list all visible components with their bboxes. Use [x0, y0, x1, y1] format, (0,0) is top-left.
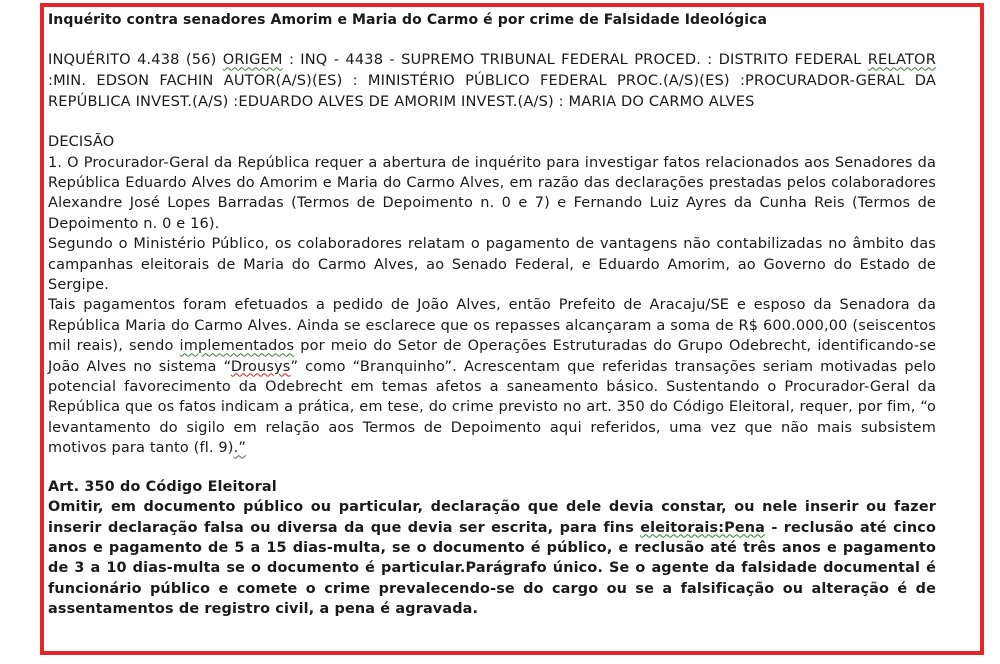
relator-label: RELATOR	[867, 51, 936, 69]
case-parties: :MIN. EDSON FACHIN AUTOR(A/S)(ES) : MINISTÉRIO PÚBLICO FEDERAL PROC.(A/S)(ES) :PROCURADOR-GERAL DA REPÚBLICA INVEST.(A/S) :EDUARDO ALVES DE AMORIM INVEST.(A/S) : MARIA DO CARMO ALVES	[48, 72, 936, 110]
decision-title: DECISÃO	[48, 134, 115, 151]
spellcheck-word: implementados	[179, 338, 295, 355]
spellcheck-word: eleitorais:Pena	[640, 519, 765, 536]
spellcheck-word: Drousys	[230, 358, 291, 375]
case-number: INQUÉRITO 4.438 (56)	[48, 51, 223, 69]
decision-paragraph-3: Tais pagamentos foram efetuados a pedido de João Alves, então Prefeito de Aracaju/SE e esposo da Senadora da República Maria do Carmo Alves. Ainda se esclarece que os repasses alcançaram a soma de R$ 600.000,00 (seiscentos mil reais), sendo implementados por meio do Setor de Operações Estruturadas do Grupo Odebrecht, identificando-se João Alves no sistema “Drousys” como “Branquinho”. Acrescentam que referidas transações seriam motivadas pelo potencial favorecimento da Odebrecht em temas afetos a saneamento básico. Sustentando o Procurador-Geral da República que os fatos indicam a prática, em tese, do crime previsto no art. 350 do Código Eleitoral, requer, por fim, “o levantamento do sigilo em relação aos Termos de Depoimento aqui referidos, uma vez que não mais subsistem motivos para tanto (fl. 9).”	[48, 297, 937, 457]
decision-paragraph-2: Segundo o Ministério Público, os colaboradores relatam o pagamento de vantagens não contabilizadas no âmbito das campanhas eleitorais de Maria do Carmo Alves, ao Senado Federal, e Eduardo Amorim, ao Governo do Estado de Sergipe.	[48, 236, 936, 294]
document-body	[48, 6, 936, 620]
case-header	[48, 50, 936, 112]
case-origin: : INQ - 4438 - SUPREMO TRIBUNAL FEDERAL PROCED. : DISTRITO FEDERAL	[282, 51, 868, 69]
article-title: Art. 350 do Código Eleitoral	[48, 478, 277, 495]
origem-label: ORIGEM	[222, 51, 283, 69]
decision-paragraph-1: 1. O Procurador-Geral da República requer a abertura de inquérito para investigar fatos relacionados aos Senadores da República Eduardo Alves do Amorim e Maria do Carmo Alves, em razão das declarações prestadas pelos colaboradores Alexandre José Lopes Barradas (Termos de Depoimento n. 0 e 7) e Fernando Luiz Ayres da Cunha Reis (Termos de Depoimento n. 0 e 16).	[48, 154, 936, 232]
headline: Inquérito contra senadores Amorim e Maria do Carmo é por crime de Falsidade Ideológica	[48, 12, 768, 28]
article-body: Omitir, em documento público ou particular, declaração que dele devia constar, ou nele inserir ou fazer inserir declaração falsa ou diversa da que devia ser escrita, para fins eleitorais:Pena - reclusão até cinco anos e pagamento de 5 a 15 dias-multa, se o documento é público, e reclusão até três anos e pagamento de 3 a 10 dias-multa se o documento é particular.Parágrafo único. Se o agente da falsidade documental é funcionário público e comete o crime prevalecendo-se do cargo ou se a falsificação ou alteração é de assentamentos de registro civil, a pena é agravada.	[48, 499, 936, 618]
